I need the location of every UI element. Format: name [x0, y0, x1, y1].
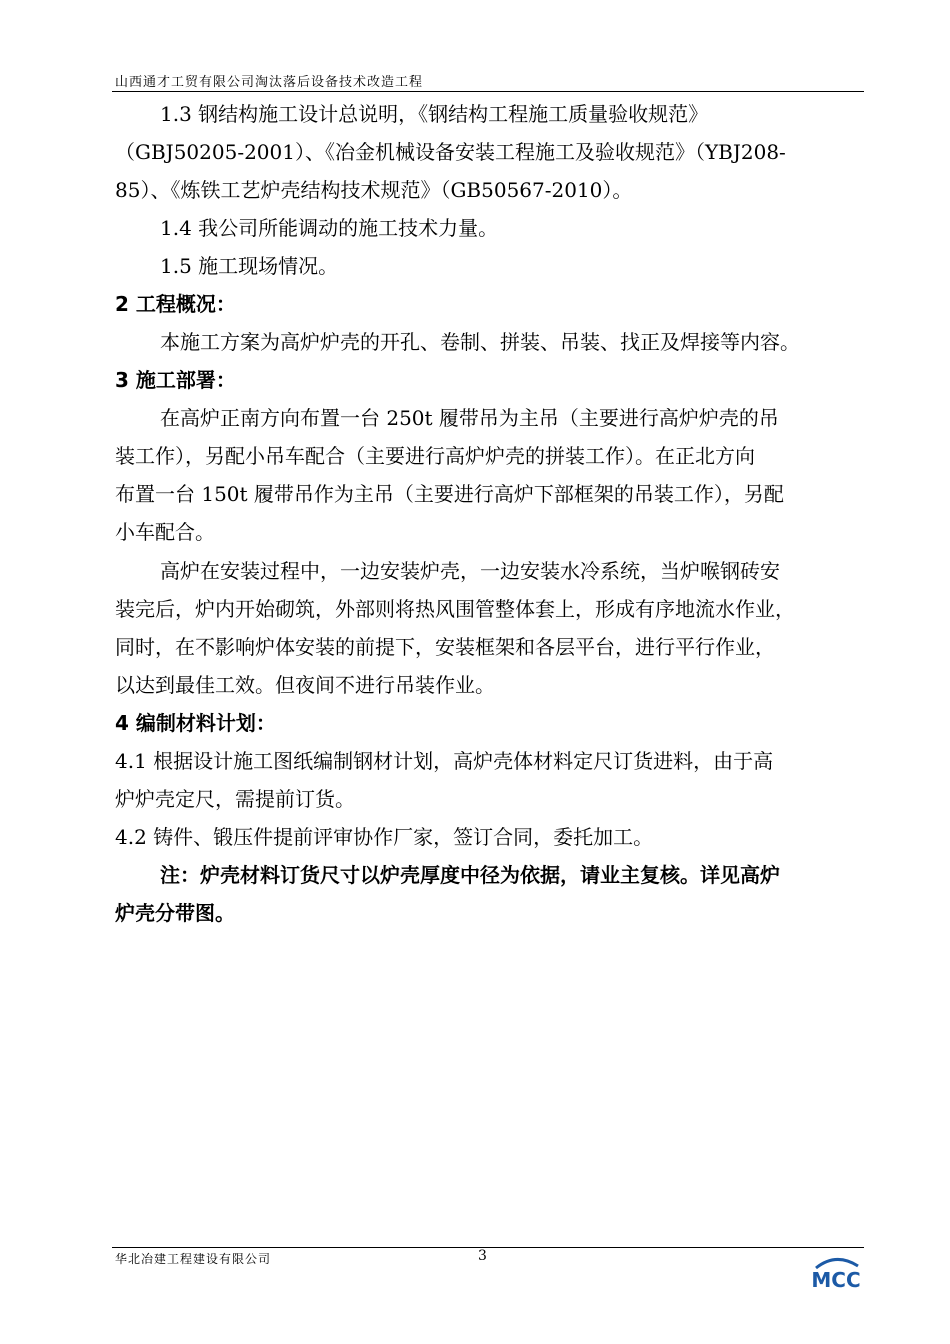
note-line: 注：炉壳材料订货尺寸以炉壳厚度中径为依据，请业主复核。详见高炉: [160, 863, 780, 887]
body-line: 85）、《炼铁工艺炉壳结构技术规范》（GB50567-2010）。: [115, 178, 633, 202]
page-number: 3: [478, 1248, 487, 1264]
body-line: 炉炉壳定尺，需提前订货。: [115, 787, 355, 811]
section-heading: 3 施工部署：: [115, 368, 236, 392]
page-header-title: 山西通才工贸有限公司淘汰落后设备技术改造工程: [115, 75, 424, 90]
body-line: 1.5 施工现场情况。: [160, 254, 339, 278]
body-line: 1.3 钢结构施工设计总说明，《钢结构工程施工质量验收规范》: [160, 102, 709, 126]
body-line: 高炉在安装过程中，一边安装炉壳，一边安装水冷系统，当炉喉钢砖安: [160, 559, 780, 583]
footer-divider: [112, 1247, 864, 1248]
body-line: 小车配合。: [115, 520, 215, 544]
section-heading: 4 编制材料计划：: [115, 711, 276, 735]
body-line: 在高炉正南方向布置一台 250t 履带吊为主吊（主要进行高炉炉壳的吊: [160, 406, 779, 430]
body-line: （GBJ50205-2001）、《冶金机械设备安装工程施工及验收规范》（YBJ208-: [115, 140, 786, 164]
section-heading: 2 工程概况：: [115, 292, 236, 316]
body-line: 装工作），另配小吊车配合（主要进行高炉炉壳的拼装工作）。在正北方向: [115, 444, 755, 468]
mcc-logo: [796, 1252, 876, 1292]
logo-text: MCC: [811, 1268, 861, 1292]
body-line: 4.2 铸件、锻压件提前评审协作厂家，签订合同，委托加工。: [115, 825, 654, 849]
body-line: 布置一台 150t 履带吊作为主吊（主要进行高炉下部框架的吊装工作），另配: [115, 482, 784, 506]
note-line: 炉壳分带图。: [115, 901, 235, 925]
body-line: 本施工方案为高炉炉壳的开孔、卷制、拼装、吊装、找正及焊接等内容。: [160, 330, 800, 354]
body-line: 4.1 根据设计施工图纸编制钢材计划，高炉壳体材料定尺订货进料，由于高: [115, 749, 774, 773]
body-line: 1.4 我公司所能调动的施工技术力量。: [160, 216, 499, 240]
footer-company-name: 华北冶建工程建设有限公司: [115, 1252, 272, 1266]
header-divider: [112, 91, 864, 92]
body-line: 同时，在不影响炉体安装的前提下，安装框架和各层平台，进行平行作业，: [115, 635, 775, 659]
body-line: 以达到最佳工效。但夜间不进行吊装作业。: [115, 673, 495, 697]
logo-arc: [816, 1259, 858, 1268]
body-line: 装完后，炉内开始砌筑，外部则将热风围管整体套上，形成有序地流水作业，: [115, 597, 795, 621]
